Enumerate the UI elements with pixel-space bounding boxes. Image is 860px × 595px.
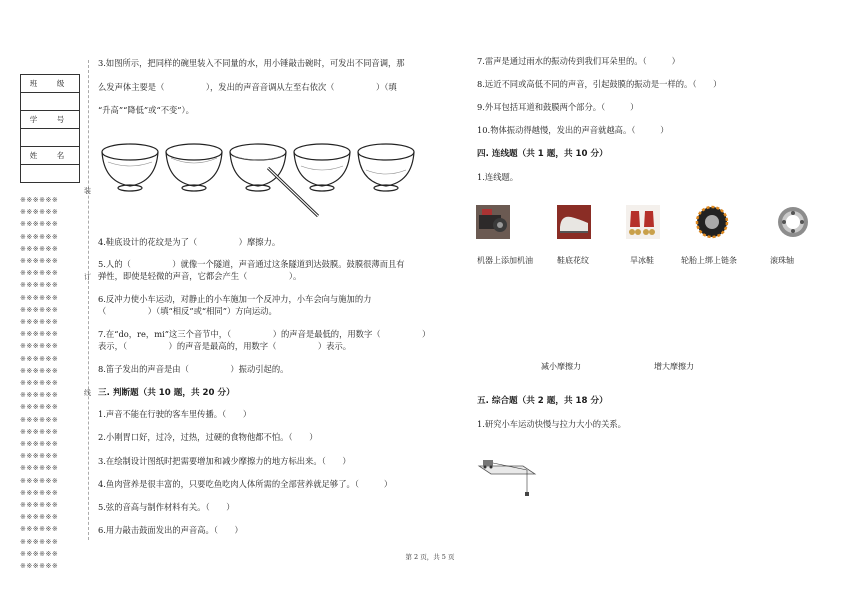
binding-mark-zhuang: 装 bbox=[84, 187, 91, 195]
binding-mark-ding: 订 bbox=[84, 273, 91, 281]
class-blank[interactable] bbox=[21, 93, 79, 111]
question-8: 8.笛子发出的声音是由（ ）振动引起的。 bbox=[98, 364, 289, 374]
name-blank[interactable] bbox=[21, 165, 79, 182]
name-label: 姓 名 bbox=[21, 147, 79, 165]
judge-2: 2.小刚胃口好，过冷，过热，过硬的食物他都不怕。（ ） bbox=[98, 432, 318, 442]
roller-skates-image bbox=[626, 205, 660, 239]
section-5-heading: 五. 综合题（共 2 题，共 18 分） bbox=[477, 396, 608, 406]
target-reduce-friction: 减小摩擦力 bbox=[541, 362, 581, 371]
bowls-illustration bbox=[100, 138, 435, 220]
question-5-line-2: 弹性，即使是轻微的声音，它都会产生（ ）。 bbox=[98, 271, 302, 281]
judge-10: 10.物体振动得越慢，发出的声音就越高。（ ） bbox=[477, 125, 669, 135]
question-6-line-2: （ ）（填“相反”或“相同”）方向运动。 bbox=[98, 306, 277, 316]
bowl-2 bbox=[166, 144, 222, 191]
bowl-5 bbox=[358, 144, 414, 191]
judge-4: 4.鱼肉营养是很丰富的，只要吃鱼吃肉人体所需的全部营养就足够了。（ ） bbox=[98, 479, 393, 489]
section-3-heading: 三. 判断题（共 10 题，共 20 分） bbox=[98, 388, 235, 398]
comprehensive-question-1: 1.研究小车运动快慢与拉力大小的关系。 bbox=[477, 419, 626, 429]
question-4: 4.鞋底设计的花纹是为了（ ）摩擦力。 bbox=[98, 237, 281, 247]
binding-mark-xian: 线 bbox=[84, 389, 91, 397]
student-info-table bbox=[20, 74, 80, 183]
judge-8: 8.远近不同或高低不同的声音，引起鼓膜的振动是一样的。（ ） bbox=[477, 79, 722, 89]
question-3-line-1: 3.如图所示，把同样的碗里装入不同量的水，用小锤敲击碗时，可发出不同音调，那 bbox=[98, 58, 405, 68]
binding-star-strip: ※※※※※※ ※※※※※※ ※※※※※※ ※※※※※※ ※※※※※※ ※※※※※※ ※※※※※※ ※※※※※※ ※※※※※※ ※※※※※※ ※※※※※※ ※※※※※※ ※※※※※※ ※※※※※※ ※※※※※※ ※※※※※※ ※※※※※※ ※※※※※※ ※※※※※※ ※※※※※※ ※※※※※※ ※※※※※※ ※※※※※※ ※※※※※※ ※※※※※※ ※※※※※※ ※※※※※※ ※※※※※※ ※※※※※※ ※※※※※※ ※※※※※※ bbox=[20, 196, 59, 571]
question-7-line-2: 表示，（ ）的声音是最高的，用数字（ ）表示。 bbox=[98, 341, 352, 351]
page-footer: 第 2 页，共 5 页 bbox=[405, 553, 455, 561]
judge-1: 1.声音不能在行驶的客车里传播。（ ） bbox=[98, 409, 252, 419]
cart-experiment-illustration bbox=[477, 452, 539, 510]
student-id-blank[interactable] bbox=[21, 129, 79, 147]
tire-chain-image bbox=[695, 205, 729, 239]
caption-shoe-sole: 鞋底花纹 bbox=[557, 256, 589, 265]
bowl-3 bbox=[230, 144, 286, 191]
machine-oil-image bbox=[476, 205, 510, 239]
judge-9: 9.外耳包括耳道和鼓膜两个部分。（ ） bbox=[477, 102, 639, 112]
judge-3: 3.在绘制设计图纸时把需要增加和减少摩擦力的地方标出来。（ ） bbox=[98, 456, 351, 466]
judge-5: 5.弦的音高与制作材料有关。（ ） bbox=[98, 502, 235, 512]
question-7-line-1: 7.在“do，re，mi”这三个音节中，（ ）的声音是最低的，用数字（ ） bbox=[98, 329, 431, 339]
judge-6: 6.用力敲击鼓面发出的声音高。（ ） bbox=[98, 525, 243, 535]
bowl-1 bbox=[102, 144, 158, 191]
mallet bbox=[268, 168, 318, 216]
question-6-line-1: 6.反冲力使小车运动，对静止的小车施加一个反冲力，小车会向与施加的力 bbox=[98, 294, 372, 304]
judge-7: 7.雷声是通过雨水的振动传到我们耳朵里的。（ ） bbox=[477, 56, 680, 66]
class-label: 班 级 bbox=[21, 75, 79, 93]
question-3-line-3: “升高”“降低”或“不变”）。 bbox=[98, 105, 194, 115]
section-4-heading: 四. 连线题（共 1 题，共 10 分） bbox=[477, 149, 608, 159]
caption-tire-chain: 轮胎上绑上链条 bbox=[681, 256, 737, 265]
bowl-4 bbox=[294, 144, 350, 191]
caption-ball-bearing: 滚珠轴 bbox=[770, 256, 794, 265]
link-question-1: 1.连线题。 bbox=[477, 172, 519, 182]
ball-bearing-image bbox=[776, 205, 810, 239]
shoe-sole-image bbox=[557, 205, 591, 239]
binding-line bbox=[88, 60, 89, 540]
target-increase-friction: 增大摩擦力 bbox=[654, 362, 694, 371]
question-3-line-2: 么发声体主要是（ ），发出的声音音调从左至右依次（ ）（填 bbox=[98, 82, 397, 92]
caption-roller-skates: 旱冰鞋 bbox=[630, 256, 654, 265]
student-id-label: 学 号 bbox=[21, 111, 79, 129]
question-5-line-1: 5.人的（ ）就像一个隧道，声音通过这条隧道到达鼓膜。鼓膜很薄而且有 bbox=[98, 259, 405, 269]
caption-machine-oil: 机器上添加机油 bbox=[477, 256, 533, 265]
